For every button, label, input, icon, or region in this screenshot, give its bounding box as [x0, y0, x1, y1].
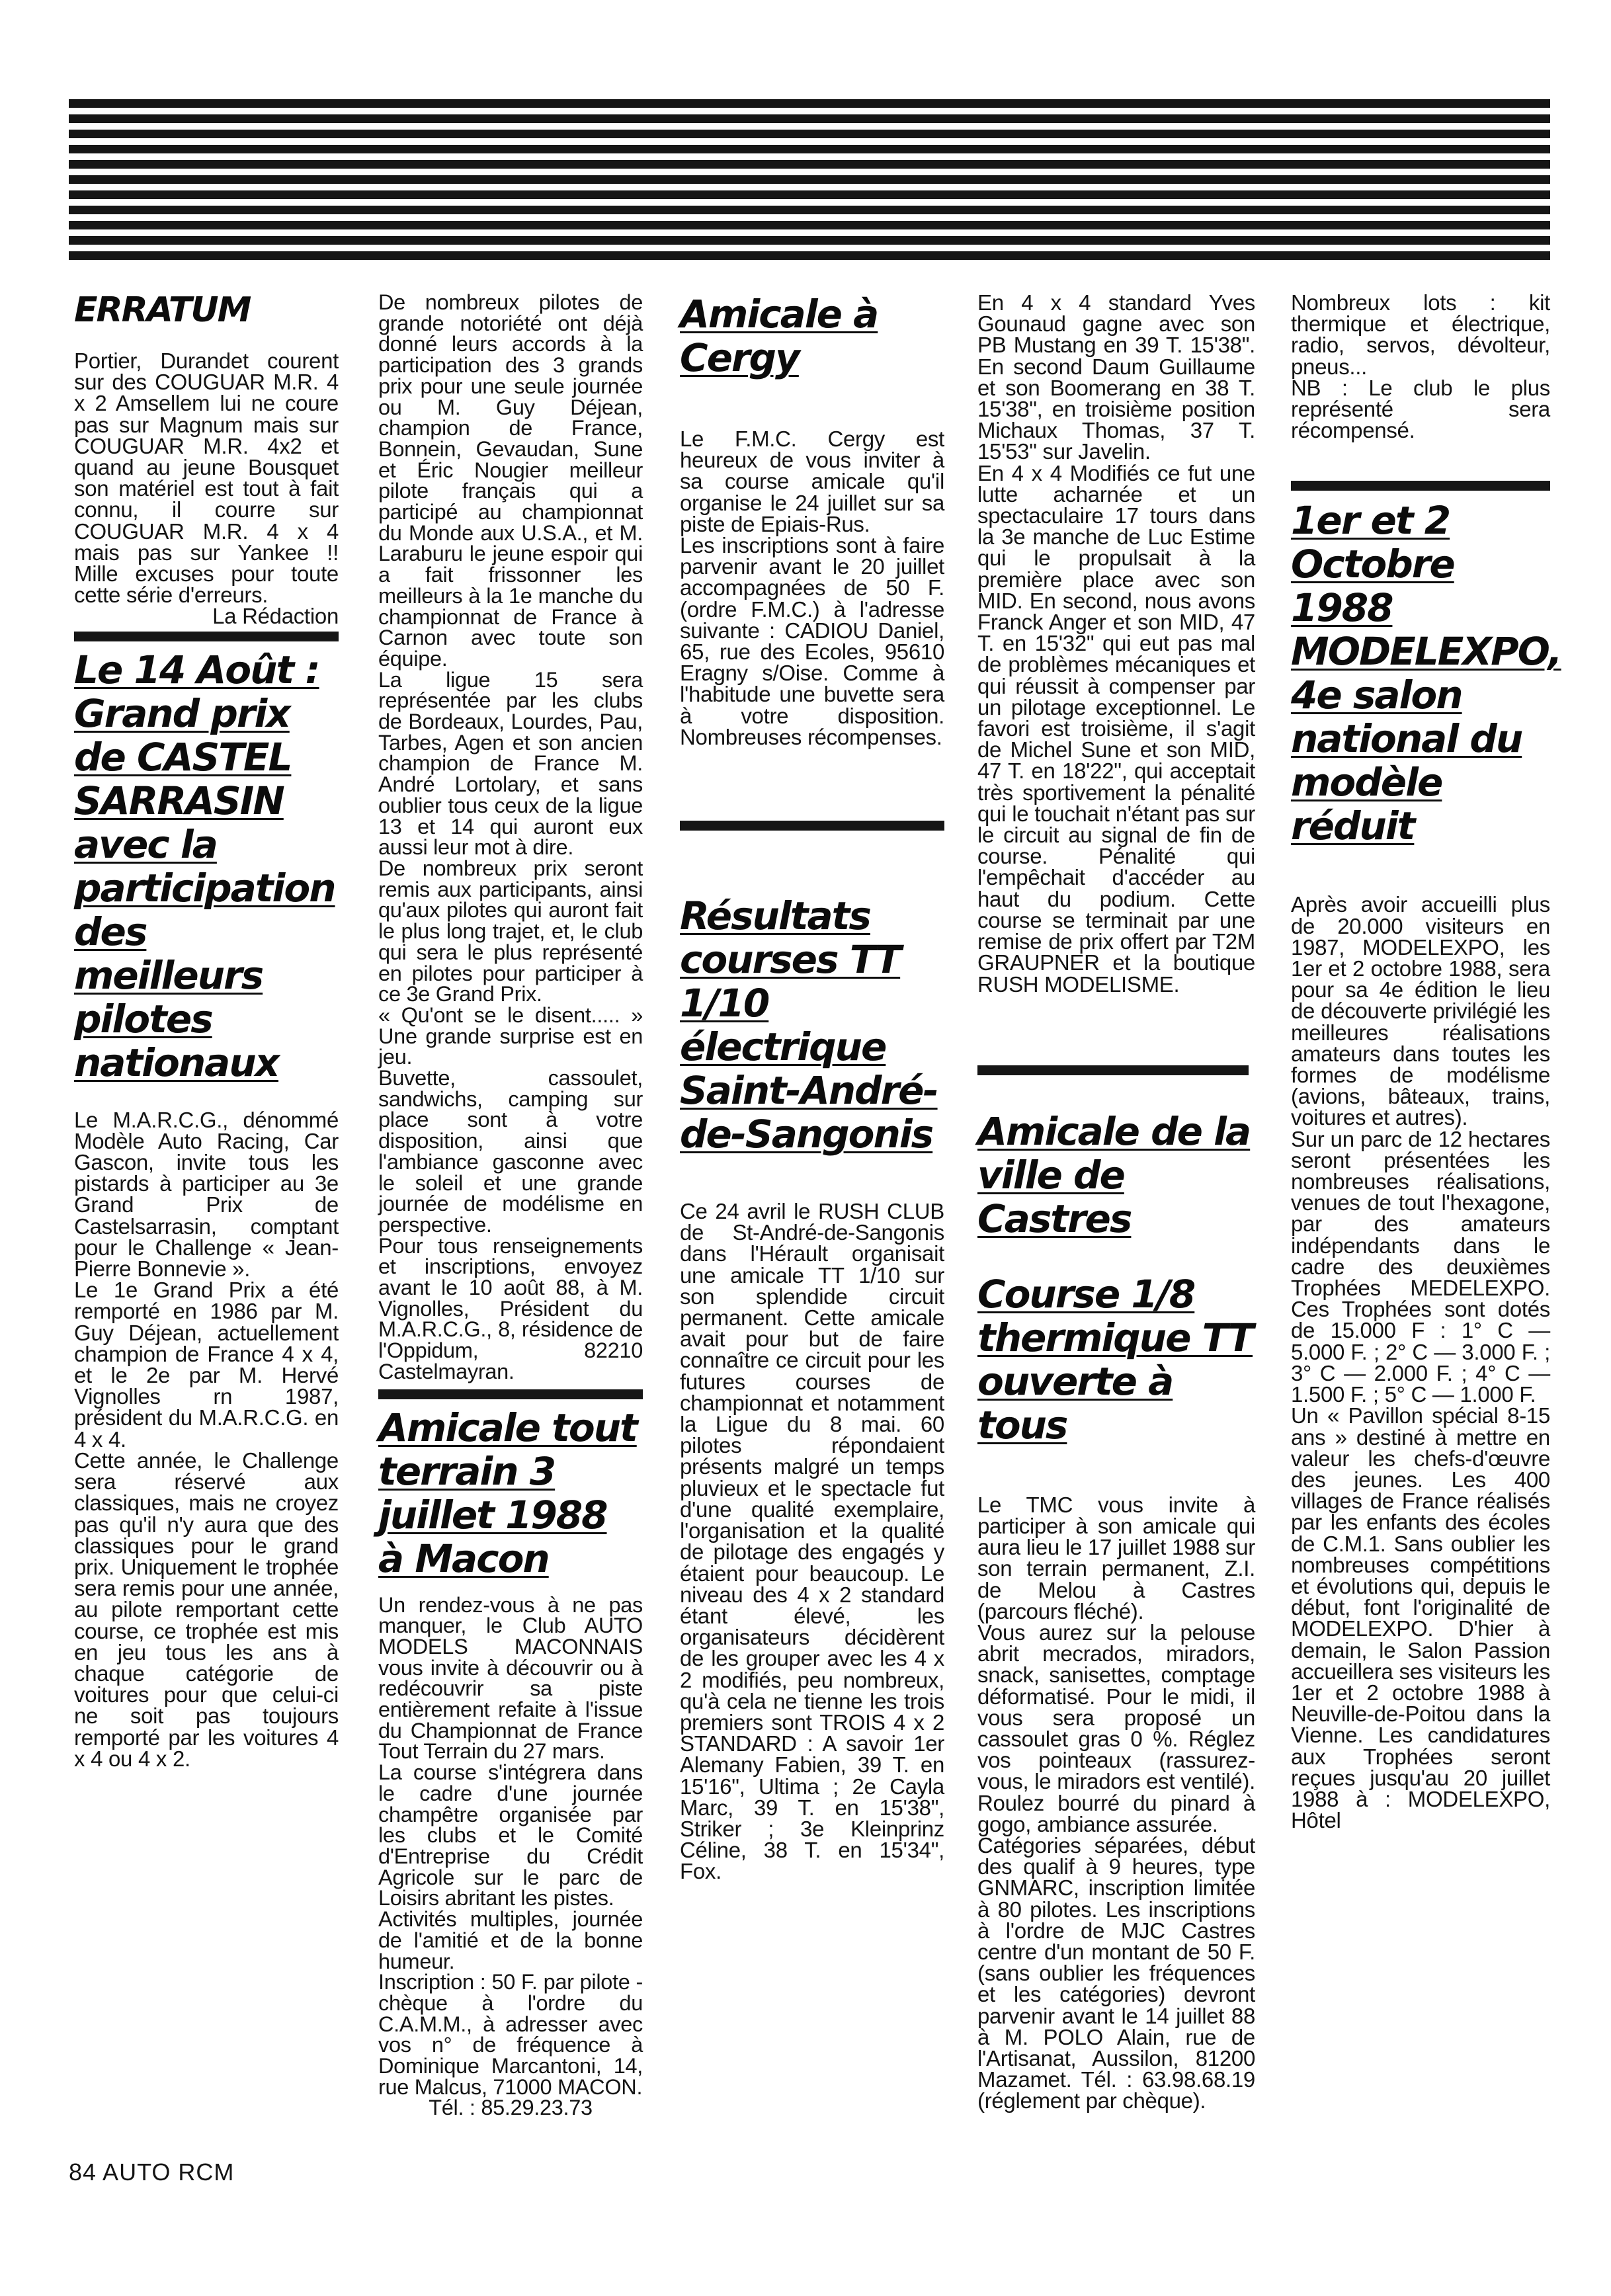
column-2	[378, 292, 643, 2119]
cergy-paragraph: Les inscriptions sont à faire parvenir avant le 20 juillet accompagnées de 50 F. (ordre F.M.C.) à l'adresse suivante : CADIOU Daniel, 65, rue des Ecoles, 95610 Eragny s/Oise. Comme à l'habitude une buvette sera à votre disposition. Nombreuses récompenses.	[680, 533, 944, 749]
sangonis-paragraph: Ce 24 avril le RUSH CLUB de St-André-de-Sangonis dans l'Hérault organisait une amicale TT 1/10 sur son splendide circuit permanent. Cette amicale avait pour but de faire connaître ce circuit pour les futures courses de championnat et notamment la Ligue du 8 mai. 60 pilotes répondaient présents malgré un temps pluvieux et le spectacle fut d'une qualité exemplaire, l'organisation et la qualité de pilotage des engagés y étaient pour beaucoup. Le niveau des 4 x 2 standard étant élevé, les organisateurs décidèrent de les grouper avec les 4 x 2 modifiés, peu nombreux, qu'à cela ne tienne les trois premiers sont TROIS 4 x 2 STANDARD : A savoir 1er Alemany Fabien, 39 T. en 15'16", Ultima ; 2e Cayla Marc, 39 T. en 15'38", Striker ; 3e Kleinprinz Céline, 38 T. en 15'34", Fox.	[680, 1199, 944, 1884]
castelsarrasin-paragraph: Buvette, cassoulet, sandwichs, camping sur place sont à votre disposition, ainsi que l'ambiance gasconne avec le soleil et une grande journée de modélisme en perspective.	[378, 1066, 643, 1237]
column-3	[680, 292, 944, 1883]
section-rule	[680, 821, 944, 831]
sangonis-title: Résultats courses TT 1/10 électrique Saint-André-de-Sangonis	[680, 893, 938, 1157]
macon-paragraph: La course s'intégrera dans le cadre d'une journée champêtre organisée par les clubs et le Comité d'Entreprise du Crédit Agricole sur le parc de Loisirs abritant les pistes.	[378, 1760, 643, 1910]
column-4	[977, 292, 1255, 2112]
castres-subtitle: Course 1/8 thermique TT ouverte à tous	[977, 1271, 1253, 1448]
cergy-title: Amicale à Cergy	[680, 292, 878, 380]
erratum-signature: La Rédaction	[212, 604, 339, 629]
column-5	[1291, 290, 1561, 1833]
modelexpo-paragraph: Après avoir accueilli plus de 20.000 visiteurs en 1987, MODELEXPO, les 1er et 2 octobre 1988, sera pour sa 4e édition le lieu de découverte privilégié les meilleures réalisations amateurs dans toutes les formes de modélisme (avions, bâteaux, trains, voitures et autres).	[1291, 892, 1550, 1130]
cergy-paragraph: Le F.M.C. Cergy est heureux de vous inviter à sa course amicale qu'il organise le 24 juillet sur sa piste de Epiais-Rus.	[680, 427, 944, 536]
header-stripes	[69, 99, 1550, 262]
modelexpo-title: 1er et 2 Octobre 1988 MODELEXPO, 4e salon national du modèle réduit	[1291, 498, 1561, 849]
sangonis-paragraph: En 4 x 4 Modifiés ce fut une lutte acharnée et un spectaculaire 17 tours dans la 3e manche de Luc Estime qui le propulsait à la première place avec son MID. En second, nous avons Franck Anger et son MID, 47 T. en 15'32" qui eut pas mal de problèmes mécaniques et qui réussit à compenser par un pilotage exceptionnel. Le favori est troisième, il s'agit de Michel Sune et son MID, 47 T. en 18'22", qui acceptait très sportivement la pénalité qui le touchait n'étant pas sur le circuit au signal de fin de course. Pénalité qui l'empêchait d'accéder au haut du podium. Cette course se terminait par une remise de prix offert par T2M GRAUPNER et la boutique RUSH MODELISME.	[977, 460, 1255, 997]
macon-paragraph: Inscription : 50 F. par pilote - chèque à l'ordre du C.A.M.M., à adresser avec vos n° de fréquence à Dominique Marcantoni, 14, rue Malcus, 71000 MACON.	[378, 1970, 643, 2099]
castelsarrasin-paragraph: Cette année, le Challenge sera réservé aux classiques, mais ne croyez pas qu'il n'y aura que des classiques pour le grand prix. Uniquement le trophée sera remis pour une année, au pilote remportant cette course, ce trophée est mis en jeu tous les ans à chaque catégorie de voitures pour que celui-ci ne soit pas toujours remporté par les voitures 4 x 4 ou 4 x 2.	[74, 1448, 339, 1771]
modelexpo-paragraph: Sur un parc de 12 hectares seront présentées les nombreuses réalisations, venues de tout l'hexagone, par des amateurs indépendants dans le cadre des deuxièmes Trophées MEDELEXPO. Ces Trophées sont dotés de 15.000 F : 1° C — 5.000 F. ; 2° C — 3.000 F. ; 3° C — 2.000 F. ; 4° C — 1.500 F. ; 5° C — 1.000 F.	[1291, 1126, 1550, 1407]
sangonis-paragraph: En 4 x 4 standard Yves Gounaud gagne avec son PB Mustang en 39 T. 15'38". En second Daum Guillaume et son Boomerang en 38 T. 15'38", en troisième position Michaux Thomas, 37 T. 15'53" sur Javelin.	[977, 290, 1255, 464]
column-1	[74, 290, 339, 1770]
castelsarrasin-paragraph: Pour tous renseignements et inscriptions, envoyez avant le 10 août 88, à M. Vignolles, Président du M.A.R.C.G., 8, résidence de l'Oppidum, 82210 Castelmayran.	[378, 1233, 643, 1383]
macon-paragraph: Activités multiples, journée de l'amitié et de la bonne humeur.	[378, 1907, 643, 1973]
erratum-body: Portier, Durandet courent sur des COUGUAR M.R. 4 x 2 Amsellem lui ne coure pas sur Magnum mais sur COUGUAR M.R. 4x2 et quand au jeune Bousquet son matériel est tout à fait connu, il courre sur COUGUAR M.R. 4 x 4 mais pas sur Yankee !! Mille excuses pour toute cette série d'erreurs.	[74, 348, 339, 608]
castelsarrasin-paragraph: « Qu'ont se le disent..... » Une grande surprise est en jeu.	[378, 1003, 643, 1069]
castelsarrasin-paragraph: Le M.A.R.C.G., dénommé Modèle Auto Racing, Car Gascon, invite tous les pistards à participer au 3e Grand Prix de Castelsarrasin, comptant pour le Challenge « Jean-Pierre Bonnevie ».	[74, 1107, 339, 1282]
castelsarrasin-paragraph: La ligue 15 sera représentée par les clubs de Bordeaux, Lourdes, Pau, Tarbes, Agen et son ancien champion de France M. André Lortolary, et sans oublier tous ceux de la ligue 13 et 14 qui auront eux aussi leur mot à dire.	[378, 667, 643, 860]
section-rule	[1291, 481, 1550, 491]
macon-title: Amicale tout terrain 3 juillet 1988 à Macon	[378, 1405, 637, 1581]
castres-paragraph: Le TMC vous invite à participer à son amicale qui aura lieu le 17 juillet 1988 sur son terrain permanent, Z.I. de Melou à Castres (parcours fléché).	[977, 1492, 1255, 1623]
page-footer: 84 AUTO RCM	[69, 2158, 235, 2186]
section-rule	[977, 1065, 1249, 1075]
castelsarrasin-paragraph: Le 1e Grand Prix a été remporté en 1986 par M. Guy Déjean, actuellement champion de France 4 x 4, et le 2e par M. Hervé Vignolles rn 1987, président du M.A.R.C.G. en 4 x 4.	[74, 1278, 339, 1452]
macon-paragraph: Un rendez-vous à ne pas manquer, le Club AUTO MODELS MACONNAIS vous invite à découvrir ou à redécouvrir sa piste entièrement refaite à l'issue du Championnat de France Tout Terrain du 27 mars.	[378, 1592, 643, 1764]
castelsarrasin-paragraph: De nombreux prix seront remis aux participants, ainsi qu'aux pilotes qui auront fait le plus long trajet, et, le club qui sera le plus représenté en pilotes pour participer à ce 3e Grand Prix.	[378, 856, 643, 1006]
modelexpo-paragraph: Un « Pavillon spécial 8-15 ans » destiné à mettre en valeur les chefs-d'œuvre des jeunes. Les 400 villages de France réalisés par les enfants des écoles de C.M.1. Sans oublier les nombreuses compétitions et évolutions qui, depuis le début, font l'originalité de MODELEXPO. D'hier à demain, le Salon Passion accueillera ses visiteurs les 1er et 2 octobre 1988 à Neuville-de-Poitou dans la Vienne. Les candidatures aux Trophées seront reçues jusqu'au 20 juillet 1988 à : MODELEXPO, Hôtel	[1291, 1403, 1550, 1833]
castelsarrasin-title: Le 14 Août : Grand prix de CASTEL SARRASIN avec la participation des meilleurs pilotes nationaux	[74, 647, 335, 1085]
castelsarrasin-paragraph: De nombreux pilotes de grande notoriété ont déjà donné leurs accords à la participation des 3 grands prix pour une seule journée ou M. Guy Déjean, champion de France, Bonnein, Gevaudan, Sune et Éric Nougier meilleur pilote français qui a participé au championnat du Monde aux U.S.A., et M. Laraburu le jeune espoir qui a fait frissonner les meilleurs à la 1e manche du championnat de France à Carnon avec toute son équipe.	[378, 290, 643, 671]
castres-paragraph: Nombreux lots : kit thermique et électrique, radio, servos, dévolteur, pneus...	[1291, 290, 1550, 379]
castres-title: Amicale de la ville de Castres	[977, 1108, 1251, 1241]
castres-paragraph: Catégories séparées, début des qualif à 9 heures, type GNMARC, inscription limitée à 80 pilotes. Les inscriptions à l'ordre de MJC Castres centre d'un montant de 50 F. (sans oublier les fréquences et les catégories) devront parvenir avant le 14 juillet 88 à M. POLO Alain, rue de l'Artisanat, Aussilon, 81200 Mazamet. Tél. : 63.98.68.19 (réglement par chèque).	[977, 1832, 1255, 2113]
section-rule	[378, 1389, 643, 1399]
macon-phone: Tél. : 85.29.23.73	[429, 2096, 593, 2120]
castres-paragraph: NB : Le club le plus représenté sera récompensé.	[1291, 375, 1550, 443]
section-rule	[74, 632, 339, 641]
castres-paragraph: Vous aurez sur la pelouse abrit mecrados, miradors, snack, sanisettes, comptage déformatisé. Pour le midi, il vous sera proposé un cassoulet gras 0 %. Réglez vos pointeaux (rassurez-vous, le miradors est ventilé). Roulez bourré du pinard à gogo, ambiance assurée.	[977, 1620, 1255, 1836]
erratum-title: ERRATUM	[74, 290, 251, 330]
